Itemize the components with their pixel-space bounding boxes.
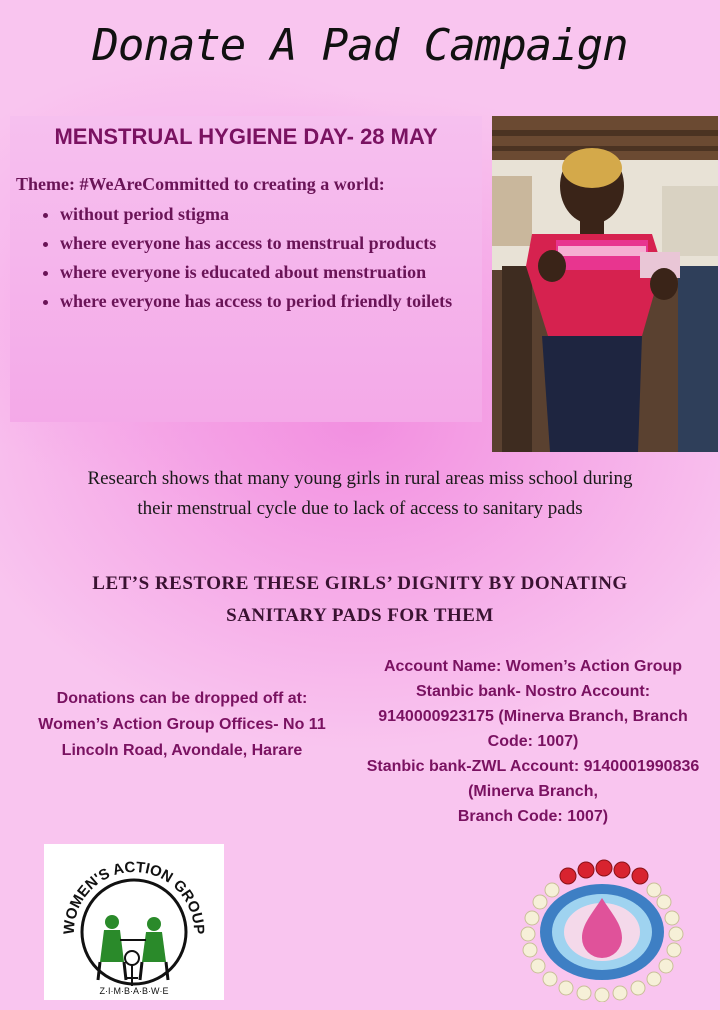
theme-bullet-list xyxy=(22,200,500,316)
bullet-item: • where everyone has access to period friendly toilets xyxy=(60,287,500,316)
bullet-item: • where everyone has access to menstrual products xyxy=(60,229,500,258)
campaign-photo xyxy=(492,116,718,452)
photo-illustration xyxy=(492,116,718,452)
dropoff-info xyxy=(14,686,350,764)
theme-text: Theme: #WeAreCommitted to creating a world: xyxy=(16,174,385,194)
account-line: Stanbic bank- Nostro Account: xyxy=(415,683,651,700)
bullet-item: • where everyone is educated about menstruation xyxy=(60,258,500,287)
campaign-title: Donate A Pad Campaign xyxy=(92,20,628,71)
cta-line: SANITARY PADS FOR THEM xyxy=(226,605,494,626)
dropoff-line: Lincoln Road, Avondale, Harare xyxy=(61,742,303,759)
hygiene-logo-graphic xyxy=(514,852,700,1002)
wag-logo-graphic xyxy=(44,844,224,1000)
account-line: Code: 1007) xyxy=(487,733,579,750)
research-statement xyxy=(20,464,700,524)
dropoff-line: Women’s Action Group Offices- No 11 xyxy=(38,716,326,733)
bank-account-info xyxy=(348,654,718,829)
bullet-item: • without period stigma xyxy=(60,200,500,229)
account-line: Branch Code: 1007) xyxy=(457,808,609,825)
research-line: Research shows that many young girls in rural areas miss school during xyxy=(87,468,633,489)
account-line: (Minerva Branch, xyxy=(468,783,598,800)
womens-action-group-logo xyxy=(44,844,224,1000)
call-to-action xyxy=(20,568,700,632)
cta-line: LET’S RESTORE THESE GIRLS’ DIGNITY BY DONATING xyxy=(92,573,628,594)
account-line: 9140000923175 (Minerva Branch, Branch xyxy=(378,708,688,725)
research-line: their menstrual cycle due to lack of access to sanitary pads xyxy=(137,498,583,519)
menstrual-hygiene-logo xyxy=(514,852,700,1002)
account-line: Account Name: Women’s Action Group xyxy=(383,658,683,675)
event-heading: MENSTRUAL HYGIENE DAY- 28 MAY xyxy=(54,124,438,149)
dropoff-line: Donations can be dropped off at: xyxy=(56,690,308,707)
account-line: Stanbic bank-ZWL Account: 9140001990836 xyxy=(366,758,700,775)
logo-country-text: Z·I·M·B·A·B·W·E xyxy=(99,986,169,996)
red-beads xyxy=(560,860,648,884)
svg-text:WOMEN'S ACTION GROUP: WOMEN'S ACTION GROUP xyxy=(60,858,208,935)
